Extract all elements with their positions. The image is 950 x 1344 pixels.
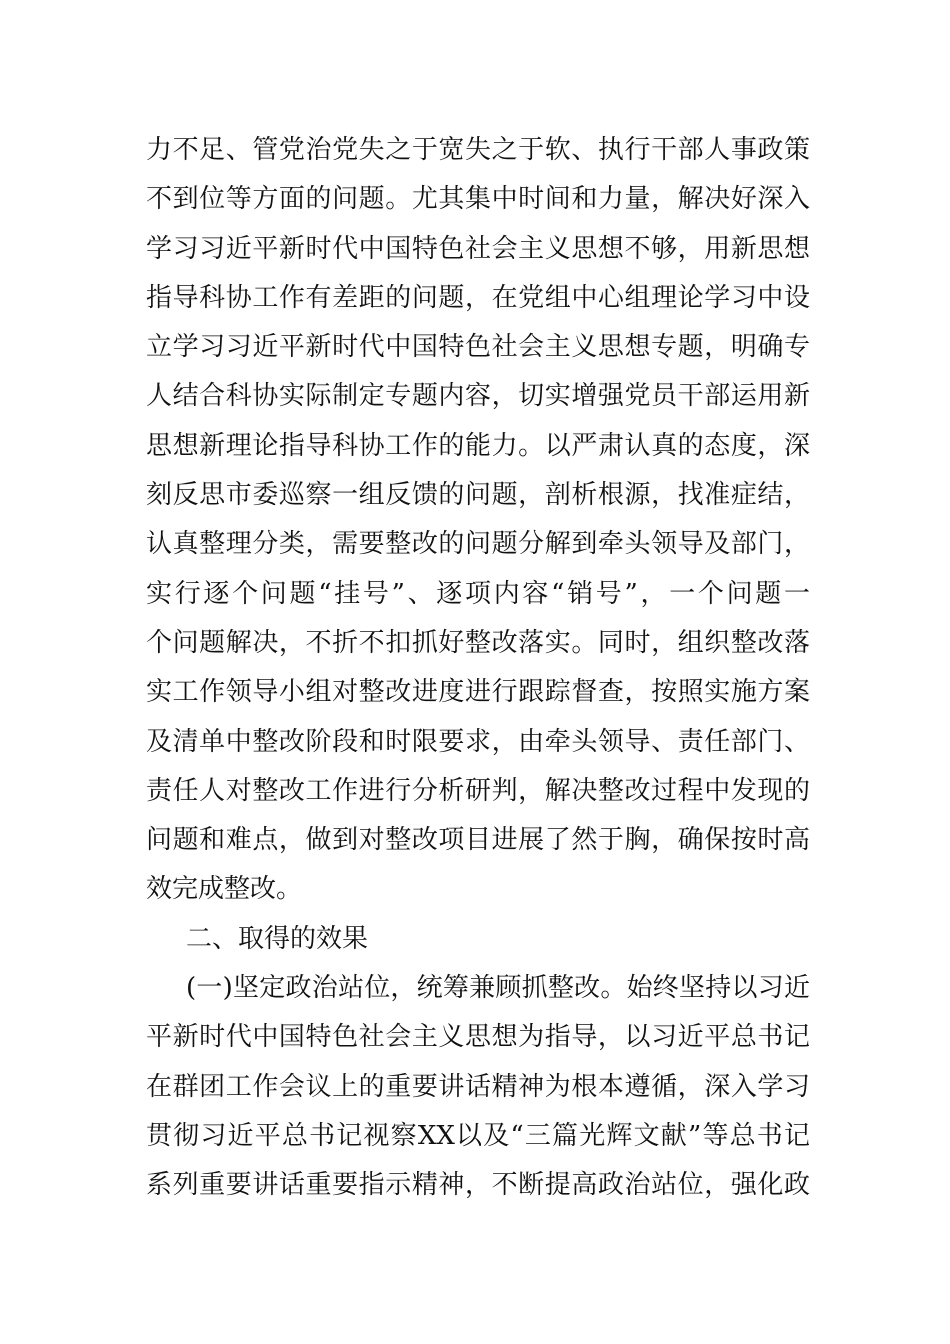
text-line: 在群团工作会议上的重要讲话精神为根本遵循，深入学习	[146, 1071, 810, 1102]
text-line: 责任人对整改工作进行分析研判，解决整改过程中发现的	[146, 775, 810, 806]
text-line: 学习习近平新时代中国特色社会主义思想不够，用新思想	[146, 233, 810, 264]
text-line: 平新时代中国特色社会主义思想为指导，以习近平总书记	[146, 1022, 810, 1053]
text-line: 实行逐个问题“挂号”、逐项内容“销号”，一个问题一	[146, 578, 810, 609]
text-line: 二、取得的效果	[186, 923, 369, 954]
text-line: 刻反思市委巡察一组反馈的问题，剖析根源，找准症结，	[146, 480, 810, 511]
text-line: 不到位等方面的问题。尤其集中时间和力量，解决好深入	[146, 184, 810, 215]
text-line: 立学习习近平新时代中国特色社会主义思想专题，明确专	[146, 332, 810, 363]
text-line: 指导科协工作有差距的问题，在党组中心组理论学习中设	[146, 282, 810, 313]
text-line: 人结合科协实际制定专题内容，切实增强党员干部运用新	[146, 381, 810, 412]
text-line: 问题和难点，做到对整改项目进展了然于胸，确保按时高	[146, 825, 810, 856]
text-line: 实工作领导小组对整改进度进行跟踪督查，按照实施方案	[146, 677, 810, 708]
text-line: 及清单中整改阶段和时限要求，由牵头领导、责任部门、	[146, 726, 810, 757]
text-line: 贯彻习近平总书记视察XX以及“三篇光辉文献”等总书记	[146, 1120, 810, 1151]
text-line: 系列重要讲话重要指示精神，不断提高政治站位，强化政	[146, 1170, 810, 1201]
text-line: 个问题解决，不折不扣抓好整改落实。同时，组织整改落	[146, 627, 810, 658]
text-line: 力不足、管党治党失之于宽失之于软、执行干部人事政策	[146, 135, 810, 165]
document-body	[146, 126, 810, 1211]
text-line: (一)坚定政治站位，统筹兼顾抓整改。始终坚持以习近	[186, 973, 810, 1004]
text-line: 思想新理论指导科协工作的能力。以严肃认真的态度，深	[146, 430, 810, 461]
text-line: 认真整理分类，需要整改的问题分解到牵头领导及部门，	[146, 529, 810, 560]
text-line: 效完成整改。	[146, 874, 303, 905]
